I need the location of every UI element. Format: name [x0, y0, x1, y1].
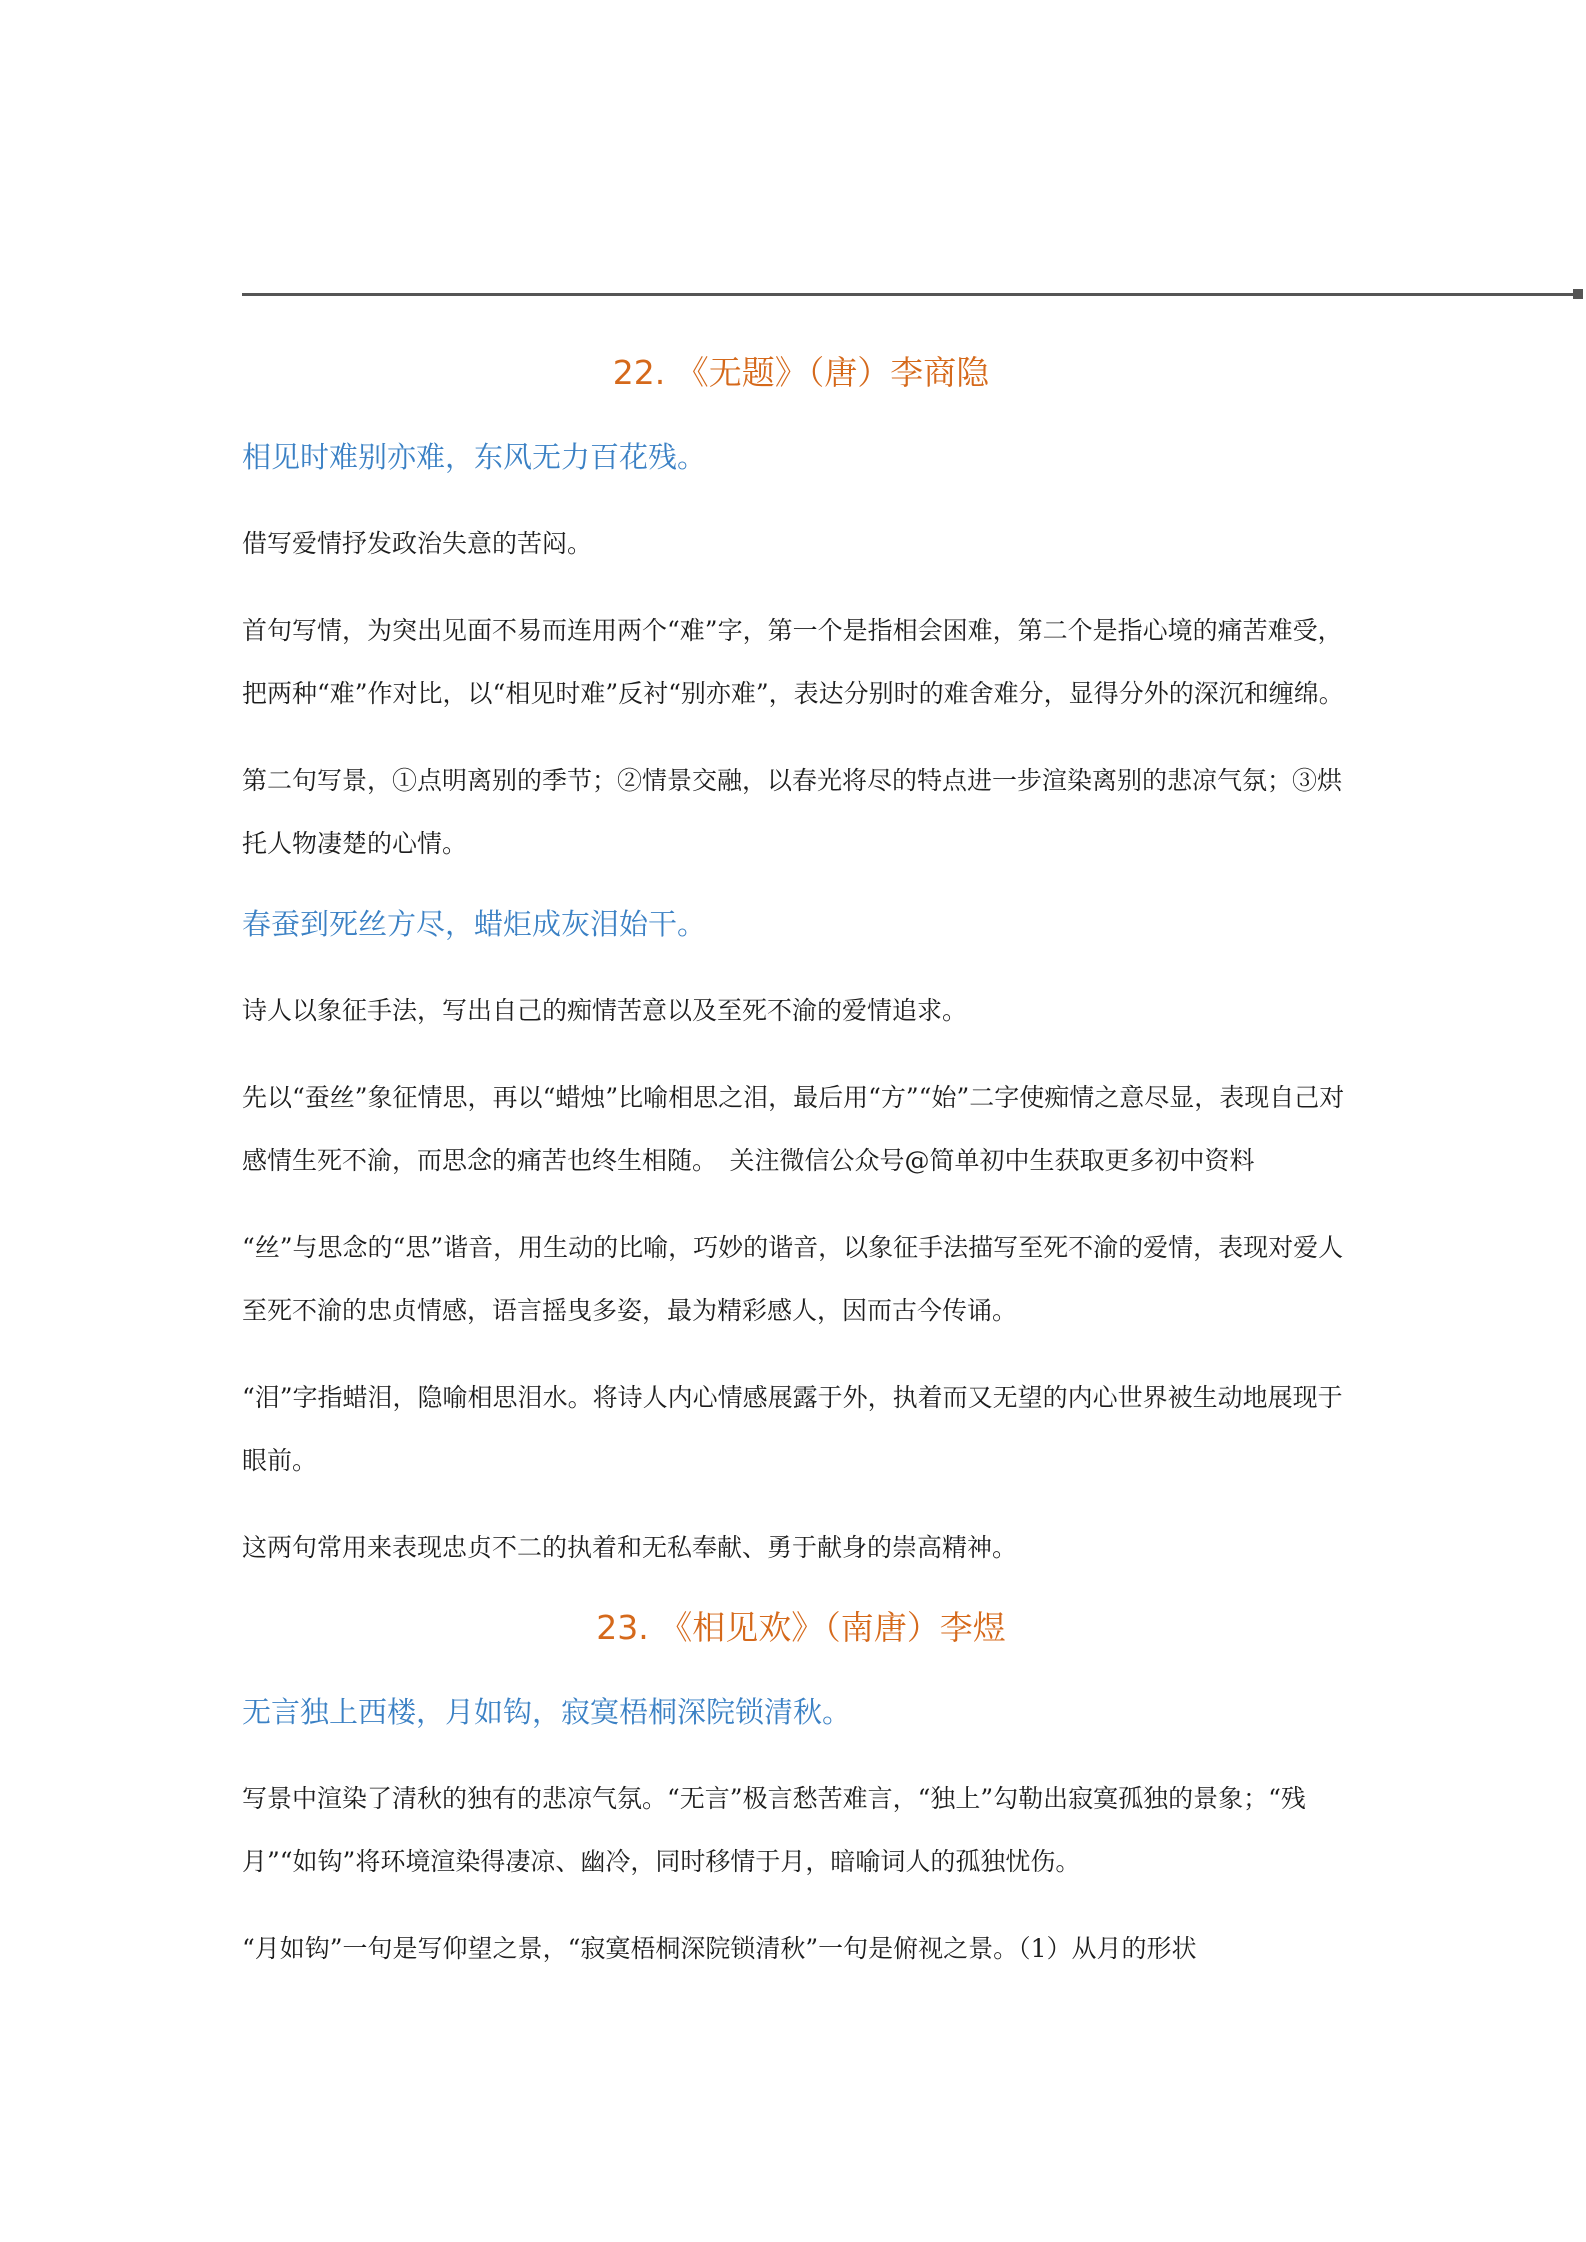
analysis-paragraph: 第二句写景，①点明离别的季节；②情景交融，以春光将尽的特点进一步渲染离别的悲凉气氛；③烘托人物凄楚的心情。 — [242, 766, 1343, 858]
analysis-paragraph: “月如钩”一句是写仰望之景，“寂寞梧桐深院锁清秋”一句是俯视之景。（1）从月的形状 — [242, 1934, 1197, 1963]
analysis-paragraph: 诗人以象征手法，写出自己的痴情苦意以及至死不渝的爱情追求。 — [242, 996, 968, 1025]
section-title: 22. 《无题》（唐）李商隐 — [612, 353, 990, 392]
section-22 — [242, 348, 1360, 1579]
header-rule — [242, 293, 1574, 296]
analysis-paragraph: 这两句常用来表现忠贞不二的执着和无私奉献、勇于献身的崇高精神。 — [242, 1533, 1018, 1562]
analysis-paragraph: 首句写情，为突出见面不易而连用两个“难”字，第一个是指相会困难，第二个是指心境的痛苦难受，把两种“难”作对比，以“相见时难”反衬“别亦难”，表达分别时的难舍难分，显得分外的深沉和缠绵。 — [242, 616, 1344, 708]
header-rule-end-mark — [1573, 289, 1583, 299]
poem-line: 无言独上西楼，月如钩，寂寞梧桐深院锁清秋。 — [242, 1695, 852, 1729]
analysis-paragraph: 借写爱情抒发政治失意的苦闷。 — [242, 529, 593, 558]
analysis-paragraph: “泪”字指蜡泪，隐喻相思泪水。将诗人内心情感展露于外，执着而又无望的内心世界被生动地展现于眼前。 — [242, 1383, 1343, 1475]
section-23 — [242, 1603, 1360, 1980]
poem-block — [242, 899, 1360, 1579]
analysis-paragraph: 先以“蚕丝”象征情思，再以“蜡烛”比喻相思之泪，最后用“方”“始”二字使痴情之意尽显，表现自己对感情生死不渝，而思念的痛苦也终生相随。 关注微信公众号@简单初中生获取更多初中资料 — [242, 1083, 1345, 1175]
poem-block — [242, 432, 1360, 875]
poem-line: 相见时难别亦难，东风无力百花残。 — [242, 440, 707, 474]
analysis-paragraph: “丝”与思念的“思”谐音，用生动的比喻，巧妙的谐音，以象征手法描写至死不渝的爱情，表现对爱人至死不渝的忠贞情感，语言摇曳多姿，最为精彩感人，因而古今传诵。 — [242, 1233, 1344, 1325]
poem-line: 春蚕到死丝方尽，蜡炬成灰泪始干。 — [242, 907, 707, 941]
analysis-paragraph: 写景中渲染了清秋的独有的悲凉气氛。“无言”极言愁苦难言，“独上”勾勒出寂寞孤独的景象；“残月”“如钩”将环境渲染得凄凉、幽冷，同时移情于月，暗喻词人的孤独忧伤。 — [242, 1784, 1306, 1876]
poem-block — [242, 1687, 1360, 1980]
document-body — [242, 330, 1360, 2004]
section-title: 23. 《相见欢》（南唐）李煜 — [596, 1608, 1006, 1647]
